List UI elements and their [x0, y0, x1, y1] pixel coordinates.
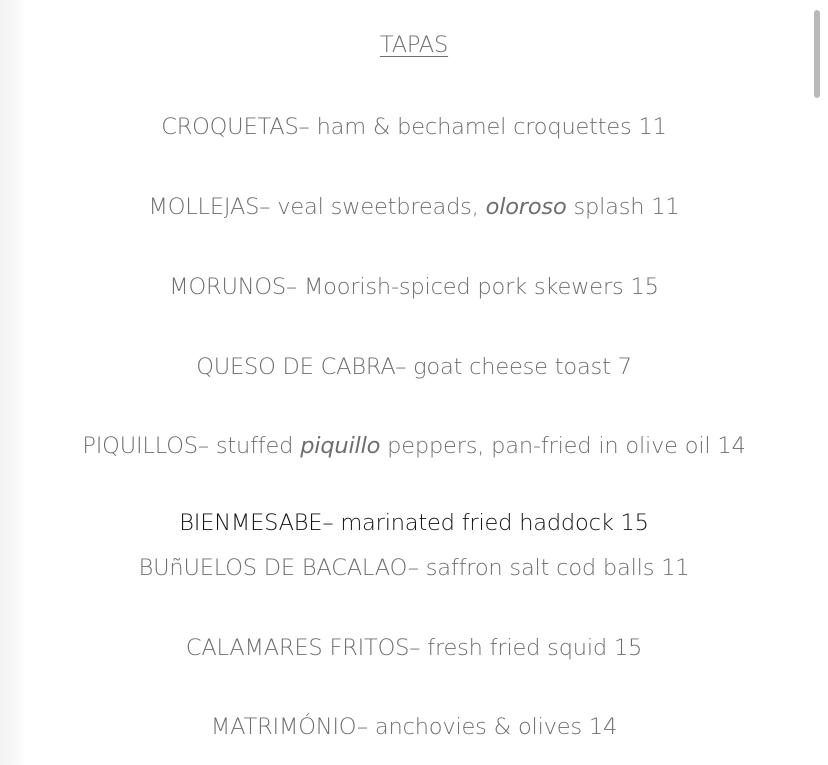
- item-description: goat cheese toast: [413, 354, 611, 380]
- item-price: 15: [630, 274, 659, 300]
- item-separator: –: [259, 194, 278, 220]
- item-description-after: splash: [573, 194, 645, 220]
- item-description: marinated fried haddock: [340, 510, 614, 536]
- item-name: MORUNOS: [169, 274, 286, 300]
- item-separator: –: [407, 555, 426, 581]
- item-description-after: peppers, pan-fried in olive oil: [387, 433, 711, 459]
- menu-item-calamares-fritos: [0, 633, 828, 663]
- item-separator: –: [409, 635, 428, 661]
- item-separator: –: [298, 114, 317, 140]
- menu-heading: TAPAS: [379, 32, 449, 58]
- item-description: ham & bechamel croquettes: [316, 114, 632, 140]
- menu-item-matrimonio: [0, 712, 828, 742]
- item-name: CALAMARES FRITOS: [185, 635, 410, 661]
- item-price: 15: [613, 635, 643, 661]
- item-separator: –: [356, 714, 375, 740]
- menu-item-bienmesabe: [0, 508, 828, 538]
- item-separator: –: [395, 354, 414, 380]
- item-description: fresh fried squid: [427, 635, 607, 661]
- item-name: BUñUELOS DE BACALAO: [138, 555, 408, 581]
- item-name: QUESO DE CABRA: [196, 354, 396, 380]
- item-name: MATRIMÓNIO: [210, 714, 357, 740]
- item-price: 7: [617, 354, 632, 380]
- item-description: veal sweetbreads,: [277, 194, 479, 220]
- menu-item-morunos: [0, 272, 828, 302]
- menu-item-piquillos: [0, 431, 828, 461]
- item-price: 14: [588, 714, 618, 740]
- menu-item-croquetas: [0, 112, 828, 142]
- menu-item-bunuelos-de-bacalao: [0, 553, 828, 583]
- item-name: CROQUETAS: [161, 114, 299, 140]
- item-description: stuffed: [215, 433, 294, 459]
- item-price: 11: [638, 114, 667, 140]
- menu-item-mollejas: [0, 192, 828, 222]
- item-name: PIQUILLOS: [82, 433, 198, 459]
- item-description-italic: piquillo: [300, 433, 381, 459]
- item-description: saffron salt cod balls: [425, 555, 655, 581]
- item-price: 11: [651, 194, 680, 220]
- item-name: MOLLEJAS: [148, 194, 260, 220]
- item-description: Moorish-spiced pork skewers: [303, 274, 624, 300]
- item-price: 11: [661, 555, 690, 581]
- item-separator: –: [322, 510, 341, 536]
- item-price: 14: [717, 433, 746, 459]
- item-separator: –: [285, 274, 304, 300]
- menu-item-queso-de-cabra: [0, 352, 828, 382]
- item-description-italic: oloroso: [485, 194, 567, 220]
- item-separator: –: [197, 433, 216, 459]
- item-name: BIENMESABE: [179, 510, 323, 536]
- item-price: 15: [620, 510, 649, 536]
- item-description: anchovies & olives: [374, 714, 582, 740]
